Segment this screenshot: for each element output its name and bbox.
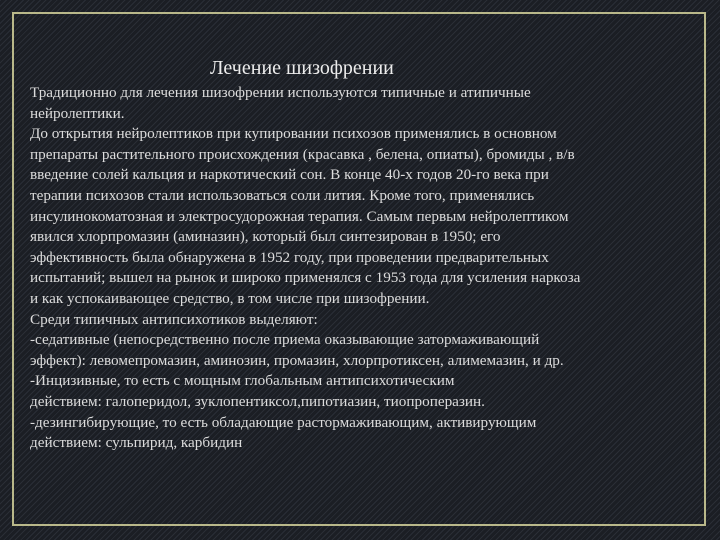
body-line: нейролептики.: [30, 104, 125, 122]
body-line: терапии психозов стали использоваться соли лития. Кроме того, применялись: [30, 186, 535, 204]
body-line: -дезингибирующие, то есть обладающие растормаживающим, активирующим: [30, 413, 537, 431]
body-line: явился хлорпромазин (аминазин), который был синтезирован в 1950; его: [30, 228, 501, 246]
body-line: -седативные (непосредственно после приема оказывающие затормаживающий: [30, 331, 540, 349]
body-line: Традиционно для лечения шизофрении используются типичные и атипичные: [30, 84, 531, 101]
body-line: и как успокаивающее средство, в том числе при шизофрении.: [30, 289, 430, 307]
body-line: действием: сульпирид, карбидин: [30, 434, 243, 452]
body-line: Среди типичных антипсихотиков выделяют:: [30, 310, 318, 328]
body-line: -Инцизивные, то есть с мощным глобальным антипсихотическим: [30, 372, 455, 390]
body-line: испытаний; вышел на рынок и широко применялся с 1953 года для усиления наркоза: [30, 269, 581, 287]
body-line: эффект): левомепромазин, аминозин, промазин, хлорпротиксен, алимемазин, и др.: [30, 351, 564, 369]
body-line: инсулинокоматозная и электросудорожная терапия. Самым первым нейролептиком: [30, 207, 569, 225]
body-line: До открытия нейролептиков при купировании психозов применялись в основном: [30, 125, 557, 143]
body-line: действием: галоперидол, зуклопентиксол,пипотиазин, тиопроперазин.: [30, 392, 485, 410]
slide-body-text: [30, 83, 698, 454]
body-line: препараты растительного происхождения (красавка , белена, опиаты), бромиды , в/в: [30, 145, 575, 163]
body-line: эффективность была обнаружена в 1952 году, при проведении предварительных: [30, 248, 549, 266]
body-line: введение солей кальция и наркотический сон. В конце 40-х годов 20-го века при: [30, 166, 549, 184]
slide-title: Лечение шизофрении: [210, 57, 394, 79]
